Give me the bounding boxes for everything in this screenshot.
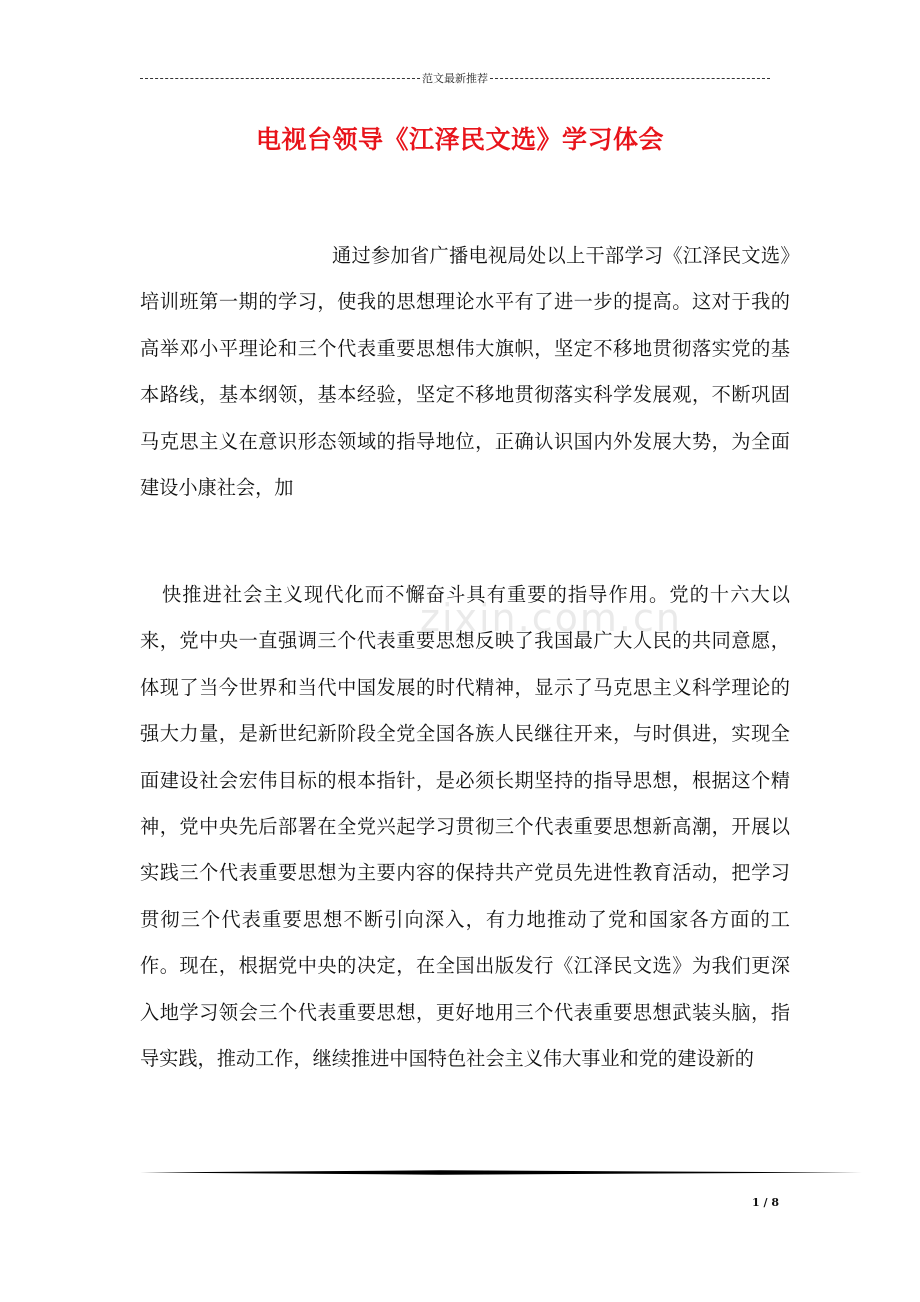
paragraph-2: 快推进社会主义现代化而不懈奋斗具有重要的指导作用。党的十六大以来，党中央一直强调三个代表重要思想反映了我国最广大人民的共同意愿，体现了当今世界和当代中国发展的时代精神，显示了马克思主义科学理论的强大力量，是新世纪新阶段全党全国各族人民继往开来，与时俱进，实现全面建设社会宏伟目标的根本指针，是必须长期坚持的指导思想，根据这个精神，党中央先后部署在全党兴起学习贯彻三个代表重要思想新高潮，开展以实践三个代表重要思想为主要内容的保持共产党员先进性教育活动，把学习贯彻三个代表重要思想不断引向深入，有力地推动了党和国家各方面的工作。现在，根据党中央的决定，在全国出版发行《江泽民文选》为我们更深入地学习领会三个代表重要思想，更好地用三个代表重要思想武装头脑，指导实践，推动工作，继续推进中国特色社会主义伟大事业和党的建设新的: [140, 583, 790, 1071]
document-title: 电视台领导《江泽民文选》学习体会: [255, 125, 664, 154]
page-number: 1 / 8: [752, 1196, 779, 1209]
paragraph-1: 通过参加省广播电视局处以上干部学习《江泽民文选》培训班第一期的学习，使我的思想理论水平有了进一步的提高。这对于我的高举邓小平理论和三个代表重要思想伟大旗帜，坚定不移地贯彻落实党的基本路线，基本纲领，基本经验，坚定不移地贯彻落实科学发展观，不断巩固马克思主义在意识形态领域的指导地位，正确认识国内外发展大势，为全面建设小康社会，加: [140, 244, 790, 500]
header-dash-left: [140, 78, 420, 79]
header-dash-right: [490, 78, 770, 79]
watermark: zixin.com.cn: [420, 596, 682, 640]
header-label: 范文最新推荐: [422, 72, 488, 85]
footer-rule: [140, 1170, 862, 1175]
header-rule: [140, 70, 770, 86]
